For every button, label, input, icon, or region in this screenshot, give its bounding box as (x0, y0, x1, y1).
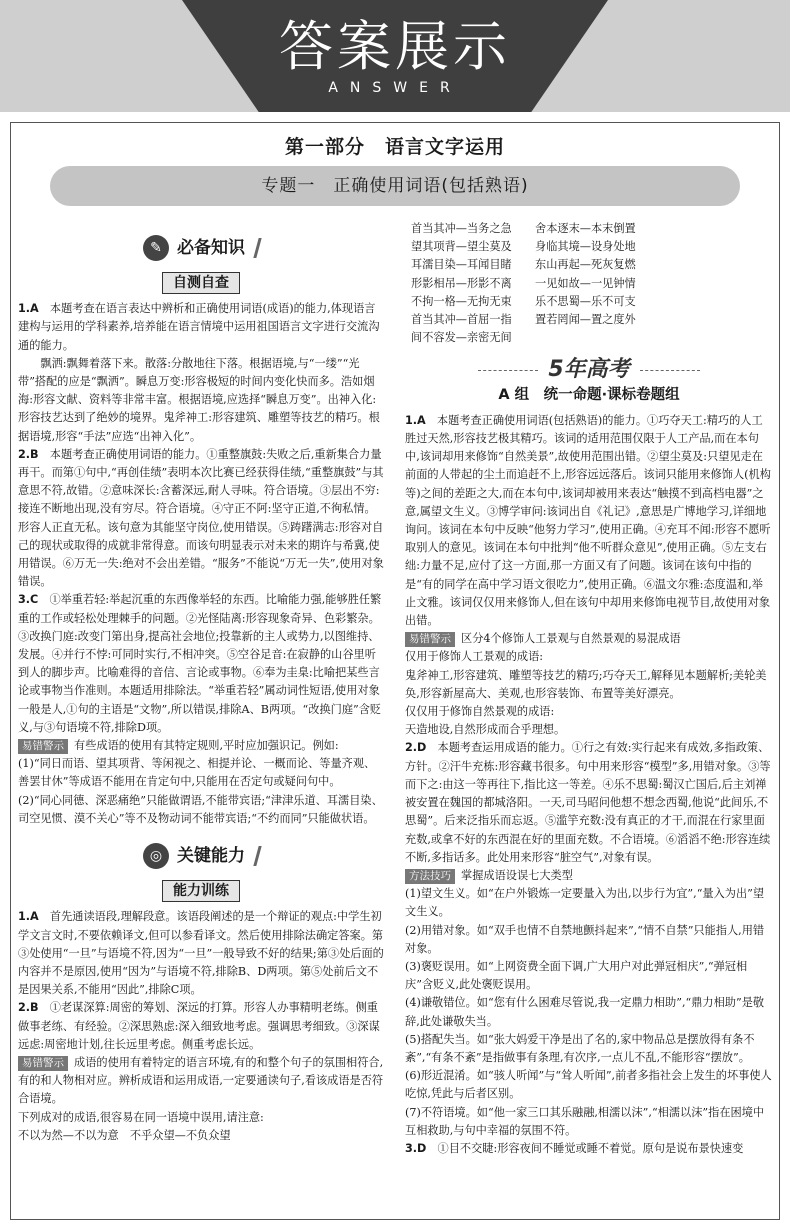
answer-item (18, 446, 384, 592)
answer-text: 本题考查正确使用词语(包括熟语)的能力。①巧夺天工:精巧的人工胜过天然,形容技艺极其精巧。该词的适用范围仅限于人工产品,而在本句中,该词却用来修饰“自然美景”,故使用范围出错。②望尘莫及:只望见走在前面的人带起的尘土而追赶不上,形容远远落后。该词只能用来修饰人(机构等)之间的差距之大,而在本句中,该词却被用来表达“触摸不到高档电器”之意,属望文生义。③博学审问:该词出自《礼记》,意思是广博地学习,详细地询问。该词在本句中反映“他努力学习”,使用正确。④充耳不闻:形容不愿听取别人的意见。该词在本句中批判“他不听群众意见”,使用正确。⑤左支右绌:力量不足,应付了这一方面,那一方面又有了问题。该词在该句中指的是“有的同学在高中学习语文很吃力”,使用正确。⑥温文尔雅:态度温和,举止文雅。该词仅仅用来修饰人,但在该句中却用来修饰电视节目,故使用对象出错。 (405, 413, 771, 628)
gaokao-header (405, 357, 773, 383)
tip-tag: 易错警示 (18, 1056, 68, 1071)
divider (478, 370, 538, 371)
answer-number: 2.D (405, 741, 427, 755)
tip-line: (2)“同心同德、深恶痛绝”只能做谓语,不能带宾语;“津津乐道、耳濡目染、司空见惯、漠不关心”等不及物动词不能带宾语;“不约而同”只能做状语。 (18, 793, 383, 825)
method-line: (1)望文生义。如“在户外锻炼一定要量入为出,以步行为宜”,“量入为出”望文生义。 (405, 887, 765, 919)
tip-block (405, 867, 773, 885)
tip-block (405, 630, 773, 648)
idiom-pair: 身临其境—设身处地 (535, 240, 636, 254)
idiom-pairs (411, 220, 773, 347)
answer-item (18, 591, 384, 737)
tip-line: 仅用于修饰人工景观的成语: (405, 650, 544, 664)
tip-tag: 方法技巧 (405, 869, 455, 884)
decorative-mark (248, 846, 261, 866)
group-title: A 组 统一命题·课标卷题组 (498, 386, 680, 403)
section-header-ability (18, 834, 384, 878)
idiom-pair: 耳濡目染—耳闻目睹 (411, 258, 512, 272)
tip-block (18, 737, 384, 755)
answer-item (18, 999, 384, 1054)
answer-number: 1.A (18, 302, 39, 316)
idiom-pair: 舍本逐末—本末倒置 (535, 222, 636, 235)
left-column (18, 220, 384, 1145)
method-line: (4)谦敬错位。如“您有什么困难尽管说,我一定鼎力相助”,“鼎力相助”是敬辞,此处谦敬失当。 (405, 996, 765, 1028)
answer-text: 本题考查正确使用词语的能力。①重整旗鼓:失败之后,重新集合力量再干。而第①句中,“再创佳绩”表明本次比赛已经获得佳绩,“重整旗鼓”与其意思不符,故错。②意味深长:含蓄深远,耐人寻味。符合语境。③层出不穷:接连不断地出现,没有穷尽。符合语境。④守正不阿:坚守正道,不徇私情。形容人正直无私。该句意为其能坚守岗位,使用错误。⑤踌躇满志:形容对自己的现状或取得的成就非常得意。而该句明显表示对未来的期许与希冀,使用错误。⑥万无一失:绝对不会出差错。“服务”不能说“万无一失”,使用对象错误。 (18, 447, 384, 589)
answer-item (405, 412, 773, 630)
answer-number: 2.B (18, 447, 39, 461)
subsection-box: 能力训练 (162, 880, 240, 902)
idiom-pair: 一见如故—一见钟情 (535, 276, 636, 290)
decorative-mark (248, 238, 261, 258)
subsection-box: 自测自查 (162, 272, 240, 294)
idiom-pair: 形影相吊—形影不离 (411, 276, 512, 290)
idiom-pair: 置若罔闻—置之度外 (535, 313, 636, 327)
tip-line: 仅仅用于修饰自然景观的成语: (405, 705, 555, 719)
banner-subtitle: ANSWER (328, 80, 462, 96)
part-title: 第一部分 语言文字运用 (284, 136, 505, 158)
method-line: (6)形近混淆。如“骇人听闻”与“耸人听闻”,前者多指社会上发生的坏事使人吃惊,凭此与后者区别。 (405, 1069, 772, 1101)
answer-number: 3.D (405, 1141, 427, 1155)
gaokao-title: 5年高考 (548, 357, 630, 383)
method-line: (7)不符语境。如“他一家三口其乐融融,相濡以沫”,“相濡以沫”指在困境中互相救助,与句中幸福的氛围不符。 (405, 1105, 765, 1137)
tip-tag: 易错警示 (18, 739, 68, 754)
tip-text: 有些成语的使用有其特定规则,平时应加强识记。例如: (74, 739, 339, 753)
answer-text: 首先通读语段,理解段意。该语段阐述的是一个辩证的观点:中学生初学文言文时,不要依赖译文,但可以参看译文。然后使用排除法确定答案。第③处使用“一旦”与语境不符,因为“一旦”一般导致不好的结果;第③处后面的内容并不是原因,使用“因为”与语境不符,排除B、D两项。第⑤处前后文不是因果关系,不能用“因此”,排除C项。 (18, 910, 384, 997)
idiom-pair: 首当其冲—当务之急 (411, 222, 512, 235)
method-line: (3)褒贬误用。如“上网资费全面下调,广大用户对此弹冠相庆”,“弹冠相庆”含贬义,此处褒贬误用。 (405, 959, 748, 992)
topic-bar: 专题一 正确使用词语(包括熟语) (50, 166, 740, 206)
book-icon: ✎ (143, 235, 169, 261)
idiom-pair: 乐不思蜀—乐不可支 (535, 294, 636, 308)
answer-number: 1.A (18, 910, 39, 924)
answer-text: ①目不交睫:形容夜间不睡觉或睡不着觉。原句是说布景快速变 (437, 1141, 744, 1155)
idiom-pair: 首当其冲—首屈一指 (411, 313, 512, 327)
answer-text: ①老谋深算:周密的筹划、深远的打算。形容人办事精明老练。侧重做事老练、有经验。②深思熟虑:深入细致地考虑。强调思考细致。③深谋远虑:周密地计划,往长远里考虑。侧重考虑长远。 (18, 1001, 380, 1051)
answer-text: 本题考查运用成语的能力。①行之有效:实行起来有成效,多指政策、方针。②汗牛充栋:形容藏书很多。句中用来形容“模型”多,用错对象。③等而下之:由这一等再往下,指比这一等差。④乐不思蜀:蜀汉亡国后,后主刘禅被安置在魏国的都城洛阳。一天,司马昭问他想不想念西蜀,他说“此间乐,不思蜀”。后来泛指乐而忘返。⑤滥竽充数:没有真正的才干,而混在行家里面充数,或拿不好的东西混在好的里面充数。不合语境。⑥滔滔不绝:形容连续不断,多指话多。此处用来形容“脏空气”,对象有误。 (405, 741, 771, 864)
target-icon: ◎ (143, 843, 169, 869)
answer-text: 本题考查在语言表达中辨析和正确使用词语(成语)的能力,体现语言建构与运用的学科素养,培养能在语言情境中运用祖国语言文字进行交流沟通的能力。 (18, 302, 380, 352)
right-column (405, 220, 773, 1158)
tip-text: 成语的使用有着特定的语言环境,有的和整个句子的氛围相符合,有的和人物相对应。辨析成语和运用成语,一定要通读句子,看该成语是否符合语境。 (18, 1055, 384, 1106)
section-header-knowledge (18, 226, 384, 270)
tip-text: 掌握成语设误七大类型 (461, 868, 573, 882)
divider (640, 370, 700, 371)
method-line: (2)用错对象。如“双手也情不自禁地颤抖起来”,“情不自禁”只能指人,用错对象。 (405, 923, 765, 955)
header-banner (0, 0, 790, 112)
tip-line: (1)“同日而语、望其项背、等闲视之、相提并论、一概而论、等量齐观、善罢甘休”等成语不能用在肯定句中,只能用在否定句或疑问句中。 (18, 757, 376, 789)
tip-block (18, 1054, 384, 1109)
idiom-pair: 东山再起—死灰复燃 (535, 258, 636, 272)
answer-number: 1.A (405, 413, 426, 427)
answer-paragraph: 飘洒:飘舞着落下来。散落:分散地往下落。根据语境,与“一缕”“光带”搭配的应是“飘洒”。瞬息万变:形容极短的时间内变化快而多。浩如烟海:形容文献、资料等非常丰富。根据语境,应选择“瞬息万变”。出神入化:形容技艺达到了绝妙的境界。鬼斧神工:形容建筑、雕塑等技艺的精巧。根据语境,形容“手法”应选“出神入化”。 (18, 356, 380, 443)
tip-tag: 易错警示 (405, 632, 455, 647)
banner-title: 答案展示 (279, 15, 511, 78)
tip-text: 区分4个修饰人工景观与自然景观的易混成语 (461, 632, 681, 646)
tip-line: 鬼斧神工,形容建筑、雕塑等技艺的精巧;巧夺天工,解释见本题解析;美轮美奂,形容新屋高大、美观,也形容装饰、布置等美好漂亮。 (405, 668, 767, 700)
idiom-pair: 望其项背—望尘莫及 (411, 240, 512, 254)
answer-item (18, 908, 384, 999)
tip-line: 天造地设,自然形成而合乎理想。 (405, 723, 566, 737)
answer-number: 3.C (18, 593, 39, 607)
tip-line: 下列成对的成语,很容易在同一语境中误用,请注意: (18, 1110, 264, 1124)
answer-text: ①举重若轻:举起沉重的东西像举轻的东西。比喻能力强,能够胜任繁重的工作或轻松处理棘手的问题。②光怪陆离:形容现象奇异、色彩繁杂。③改换门庭:改变门第出身,提高社会地位;投靠新的主人或势力,以图维持、发展。④并行不悖:可同时实行,不相冲突。⑤空谷足音:在寂静的山谷里听到人的脚步声。比喻难得的音信、言论或事物。⑥奉为圭臬:比喻把某些言论或事物当作准则。本题适用排除法。“举重若轻”属动词性短语,使用对象一般是人,①句的主语是“文物”,所以错误,排除A、B两项。“改换门庭”含贬义,与③句语境不符,排除D项。 (18, 593, 382, 734)
section-title: 关键能力 (177, 845, 245, 866)
section-title: 必备知识 (177, 237, 245, 258)
idiom-pair: 间不容发—亲密无间 (411, 331, 512, 345)
answer-number: 2.B (18, 1001, 39, 1015)
method-line: (5)搭配失当。如“张大妈爱干净是出了名的,家中物品总是摆放得有条不紊”,“有条不紊”是指做事有条理,有次序,一点儿不乱,不能形容“摆放”。 (405, 1032, 755, 1064)
answer-item (405, 1140, 773, 1158)
tip-line: 不以为然—不以为意 不乎众望—不负众望 (18, 1128, 231, 1142)
answer-item (18, 300, 384, 355)
idiom-pair: 不拘一格—无拘无束 (411, 294, 512, 308)
answer-item (405, 739, 773, 866)
